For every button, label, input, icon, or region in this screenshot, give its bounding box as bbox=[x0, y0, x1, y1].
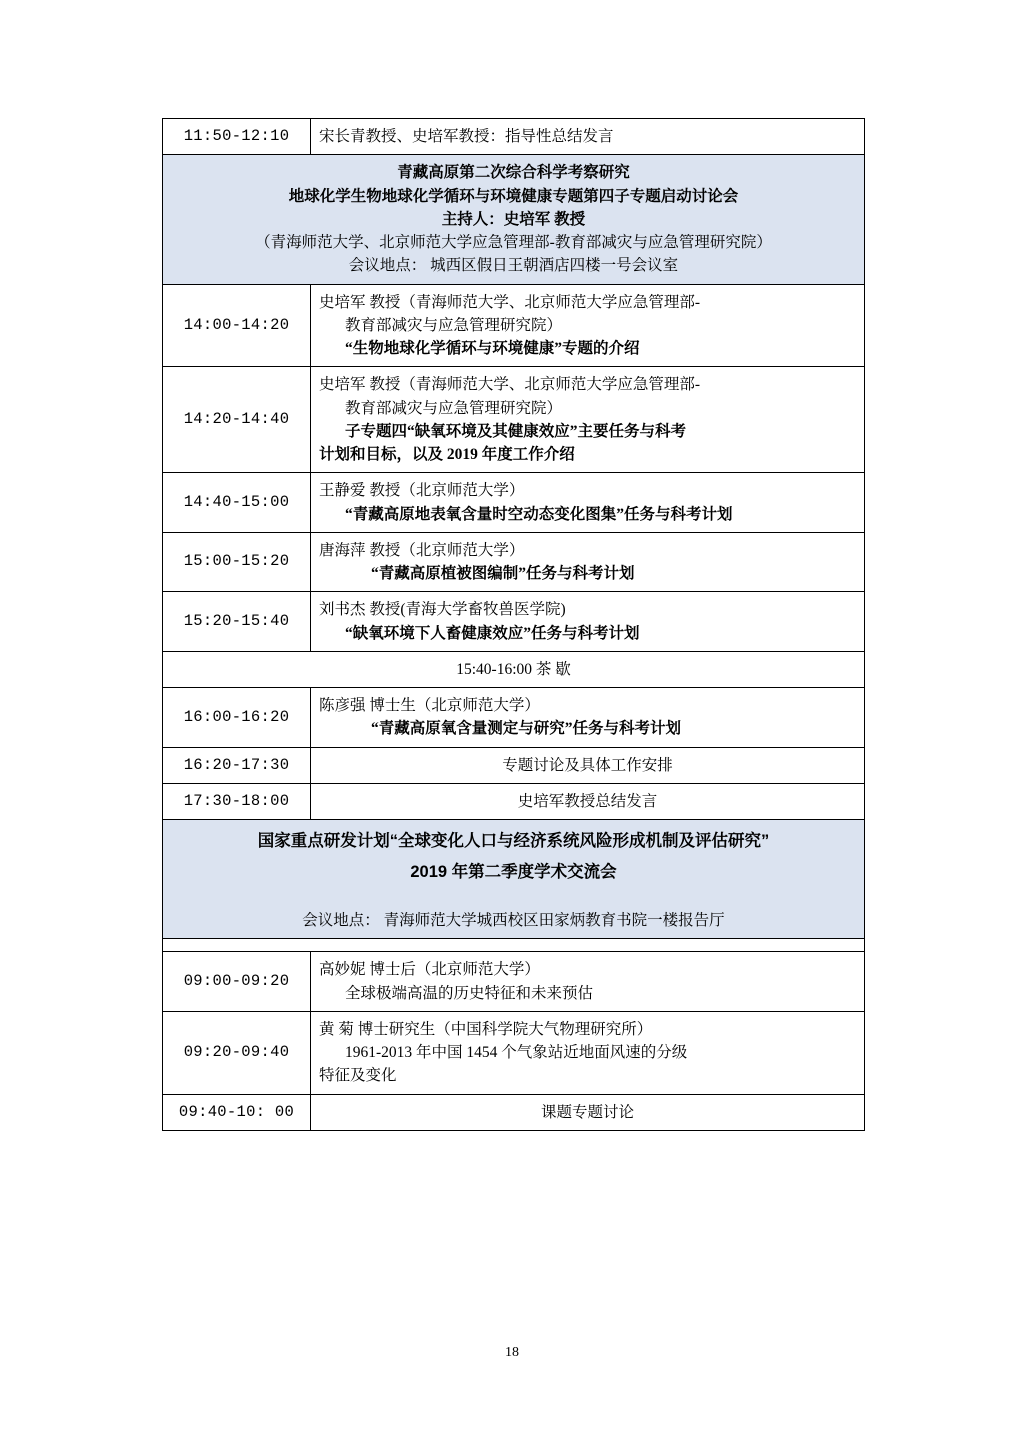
row-content bbox=[311, 532, 865, 592]
section-header-two bbox=[163, 820, 865, 939]
table-row bbox=[163, 284, 865, 367]
row-line-1: 唐海萍 教授（北京师范大学） bbox=[319, 541, 525, 559]
row-time: 09:00-09:20 bbox=[163, 952, 311, 1012]
table-row-break bbox=[163, 651, 865, 687]
section-header-row bbox=[163, 820, 865, 939]
row-content: 宋长青教授、史培军教授：指导性总结发言 bbox=[311, 119, 865, 155]
section-header-line2: 2019 年第二季度学术交流会 bbox=[410, 862, 617, 881]
tea-break: 15:40-16:00 茶 歇 bbox=[163, 651, 865, 687]
section-header-line1: 青藏高原第二次综合科学考察研究 bbox=[397, 164, 630, 182]
row-time: 15:20-15:40 bbox=[163, 592, 311, 652]
row-line-2: “缺氧环境下人畜健康效应”任务与科考计划 bbox=[345, 624, 640, 642]
row-content bbox=[311, 592, 865, 652]
row-line-1: 陈彦强 博士生（北京师范大学） bbox=[319, 697, 540, 714]
row-line-1: 王静爱 教授（北京师范大学） bbox=[319, 482, 525, 500]
row-time: 09:40-10: 00 bbox=[163, 1094, 311, 1130]
table-row bbox=[163, 532, 865, 592]
row-time: 14:40-15:00 bbox=[163, 473, 311, 533]
row-time: 14:20-14:40 bbox=[163, 367, 311, 473]
table-row bbox=[163, 688, 865, 748]
row-line-2: 教育部减灾与应急管理研究院） bbox=[345, 316, 563, 334]
row-line-2: “青藏高原地表氧含量时空动态变化图集”任务与科考计划 bbox=[345, 505, 733, 523]
section-header-line4: （青海师范大学、北京师范大学应急管理部-教育部减灾与应急管理研究院） bbox=[255, 234, 772, 251]
table-row bbox=[163, 747, 865, 783]
section-header-line3: 主持人：史培军 教授 bbox=[441, 210, 586, 228]
row-content bbox=[311, 1011, 865, 1094]
row-line-2: 1961-2013 年中国 1454 个气象站近地面风速的分级 bbox=[345, 1044, 688, 1062]
row-content bbox=[311, 367, 865, 473]
row-line-1: 黄 菊 博士研究生（中国科学院大气物理研究所） bbox=[319, 1020, 653, 1038]
row-line-4: 计划和目标，以及 2019 年度工作介绍 bbox=[319, 446, 575, 463]
table-row bbox=[163, 952, 865, 1012]
topic-header bbox=[163, 939, 865, 952]
row-line-3: “生物地球化学循环与环境健康”专题的介绍 bbox=[345, 340, 640, 357]
row-content bbox=[311, 284, 865, 367]
section-header-venue: 会议地点： 青海师范大学城西校区田家炳教育书院一楼报告厅 bbox=[302, 912, 725, 930]
section-header-line5: 会议地点： 城西区假日王朝酒店四楼一号会议室 bbox=[348, 257, 679, 275]
row-time: 11:50-12:10 bbox=[163, 119, 311, 155]
row-content: 专题讨论及具体工作安排 bbox=[311, 747, 865, 783]
row-line-2: 教育部减灾与应急管理研究院） bbox=[345, 399, 563, 417]
table-row bbox=[163, 783, 865, 819]
table-row bbox=[163, 119, 865, 155]
row-content bbox=[311, 473, 865, 533]
row-content: 课题专题讨论 bbox=[311, 1094, 865, 1130]
row-line-1: 高妙妮 博士后（北京师范大学） bbox=[319, 961, 540, 979]
row-time: 09:20-09:40 bbox=[163, 1011, 311, 1094]
row-content bbox=[311, 688, 865, 748]
row-time: 16:00-16:20 bbox=[163, 688, 311, 748]
row-time: 15:00-15:20 bbox=[163, 532, 311, 592]
row-line-2: “青藏高原氧含量测定与研究”任务与科考计划 bbox=[371, 720, 682, 738]
table-row bbox=[163, 1011, 865, 1094]
section-header-line2: 地球化学生物地球化学循环与环境健康专题第四子专题启动讨论会 bbox=[288, 187, 739, 205]
row-line-3: 子专题四“缺氧环境及其健康效应”主要任务与科考 bbox=[345, 422, 687, 440]
section-header-row bbox=[163, 155, 865, 284]
table-row bbox=[163, 473, 865, 533]
row-line-1: 刘书杰 教授(青海大学畜牧兽医学院) bbox=[319, 601, 566, 619]
row-time: 16:20-17:30 bbox=[163, 747, 311, 783]
topic-header-row bbox=[163, 939, 865, 952]
row-time: 14:00-14:20 bbox=[163, 284, 311, 367]
row-time: 17:30-18:00 bbox=[163, 783, 311, 819]
row-line-3: 特征及变化 bbox=[319, 1067, 397, 1085]
table-row bbox=[163, 367, 865, 473]
table-row bbox=[163, 592, 865, 652]
section-header-one bbox=[163, 155, 865, 284]
schedule-table bbox=[162, 118, 865, 1131]
table-row bbox=[163, 1094, 865, 1130]
row-line-1: 史培军 教授（青海师范大学、北京师范大学应急管理部- bbox=[319, 293, 701, 311]
row-content: 史培军教授总结发言 bbox=[311, 783, 865, 819]
row-line-2: 全球极端高温的历史特征和未来预估 bbox=[345, 984, 594, 1002]
section-header-line1: 国家重点研发计划“全球变化人口与经济系统风险形成机制及评估研究” bbox=[257, 832, 770, 850]
row-content bbox=[311, 952, 865, 1012]
page-number: 18 bbox=[505, 1345, 519, 1360]
row-line-2: “青藏高原植被图编制”任务与科考计划 bbox=[371, 565, 635, 582]
row-line-1: 史培军 教授（青海师范大学、北京师范大学应急管理部- bbox=[319, 376, 701, 394]
